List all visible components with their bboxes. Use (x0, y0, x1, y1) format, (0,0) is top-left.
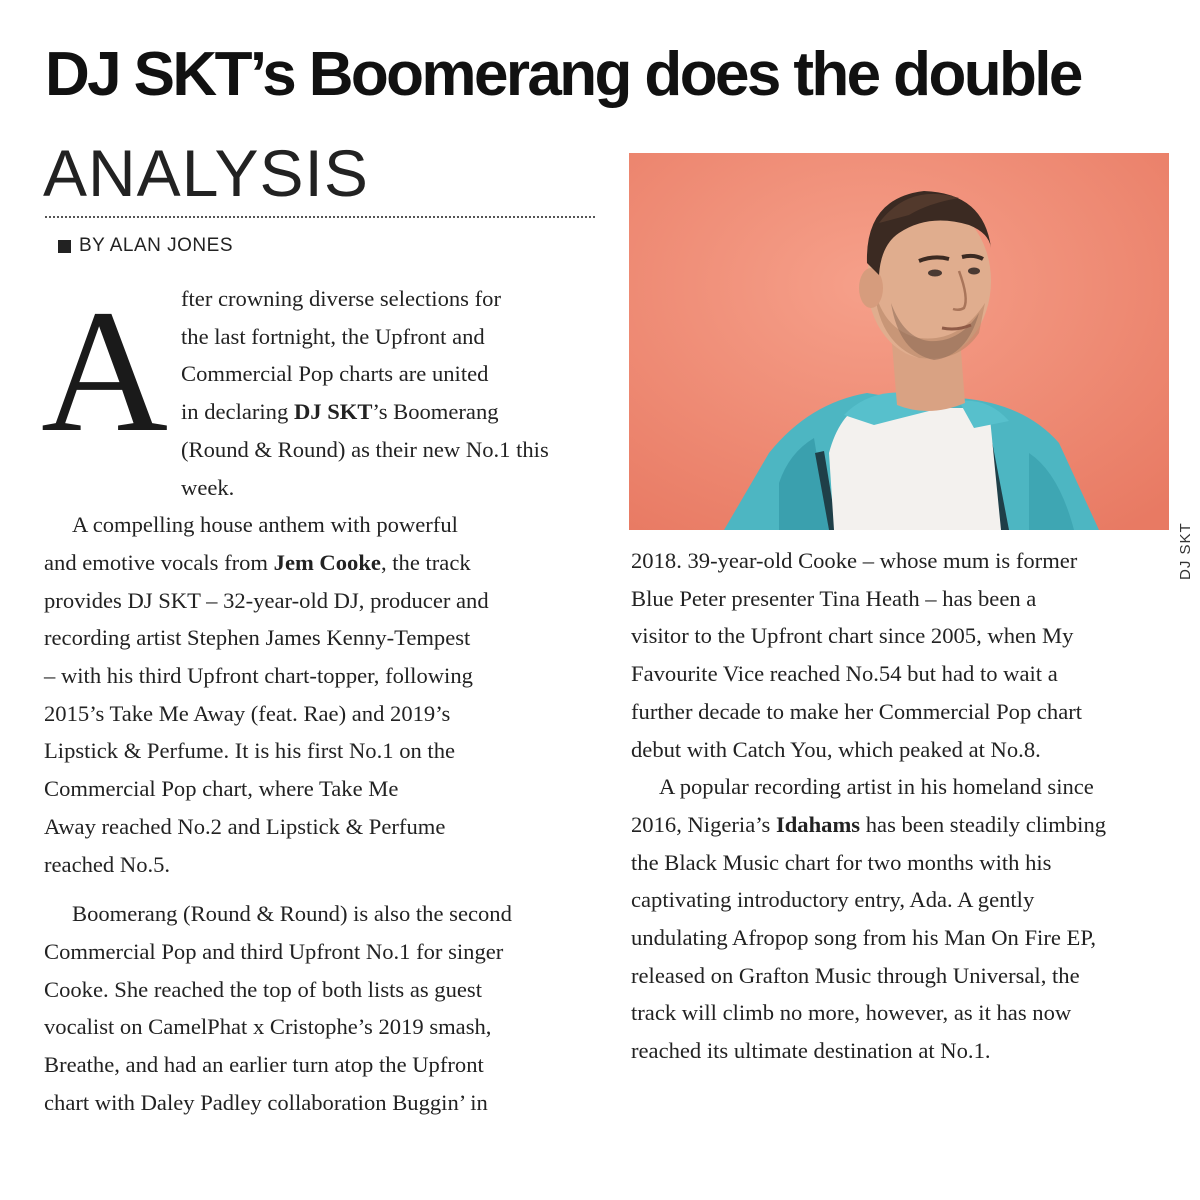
second-text: A compelling house anthem with powerful and emotive vocals from (44, 512, 458, 575)
byline (58, 235, 233, 257)
column-left (41, 274, 604, 1121)
article-headline: DJ SKT’s Boomerang does the double (45, 40, 1081, 109)
byline-text: BY ALAN JONES (79, 235, 233, 256)
photo-caption: DJ SKT (1177, 522, 1194, 580)
dotted-divider (45, 216, 595, 218)
paragraph-intro (181, 280, 604, 506)
first-paragraph (41, 274, 604, 506)
section-label: ANALYSIS (43, 136, 369, 210)
artist-photo (629, 153, 1169, 530)
artist-name-idahams: Idahams (775, 811, 861, 837)
fourth-text-tail: has been steadily climbing the Black Music chart for two months with his captivating introductory entry, Ada. A gently undulating Afropop song from his Man On Fire EP, released on Grafton Music through Universal, the track will climb no more, however, as it has now reached its ultimate destination at No.1. (631, 811, 1107, 1064)
paragraph-second (44, 506, 604, 883)
paragraph-fourth (631, 768, 1191, 1070)
second-text-tail: , the track provides DJ SKT – 32-year-old DJ, producer and recording artist Stephen James Kenny-Tempest – with his third Upfront chart-topper, following 2015’s Take Me Away (feat. Rae) and 2019’s Lipstick & Perfume. It is his first No.1 on the Commercial Pop chart, where Take Me Away reached No.2 and Lipstick & Perfume reached No.5. (44, 549, 489, 877)
intro-text: fter crowning diverse selections for the last fortnight, the Upfront and Commercial Pop charts are united in declaring (181, 286, 501, 425)
byline-square-icon (58, 240, 71, 253)
drop-cap: A (41, 274, 169, 469)
intro-text-tail: ’s Boomerang (Round & Round) as their new No.1 this week. (181, 399, 549, 500)
paragraph-third-continued: 2018. 39-year-old Cooke – whose mum is former Blue Peter presenter Tina Heath – has been a visitor to the Upfront chart since 2005, when My Favourite Vice reached No.54 but had to wait a further decade to make her Commercial Pop chart debut with Catch You, which peaked at No.8. (631, 548, 1083, 762)
column-right (631, 542, 1191, 1070)
artist-portrait-illustration (629, 153, 1169, 530)
artist-name-jem-cooke: Jem Cooke (273, 549, 381, 575)
artist-name-dj-skt: DJ SKT (293, 399, 373, 425)
fourth-text: A popular recording artist in his homeland since 2016, Nigeria’s (631, 774, 1094, 837)
paragraph-third: Boomerang (Round & Round) is also the second Commercial Pop and third Upfront No.1 for singer Cooke. She reached the top of both lists as guest vocalist on CamelPhat x Cristophe’s 2019 smash, Breathe, and had an earlier turn atop the Upfront chart with Daley Padley collaboration Buggin’ in (44, 901, 512, 1115)
